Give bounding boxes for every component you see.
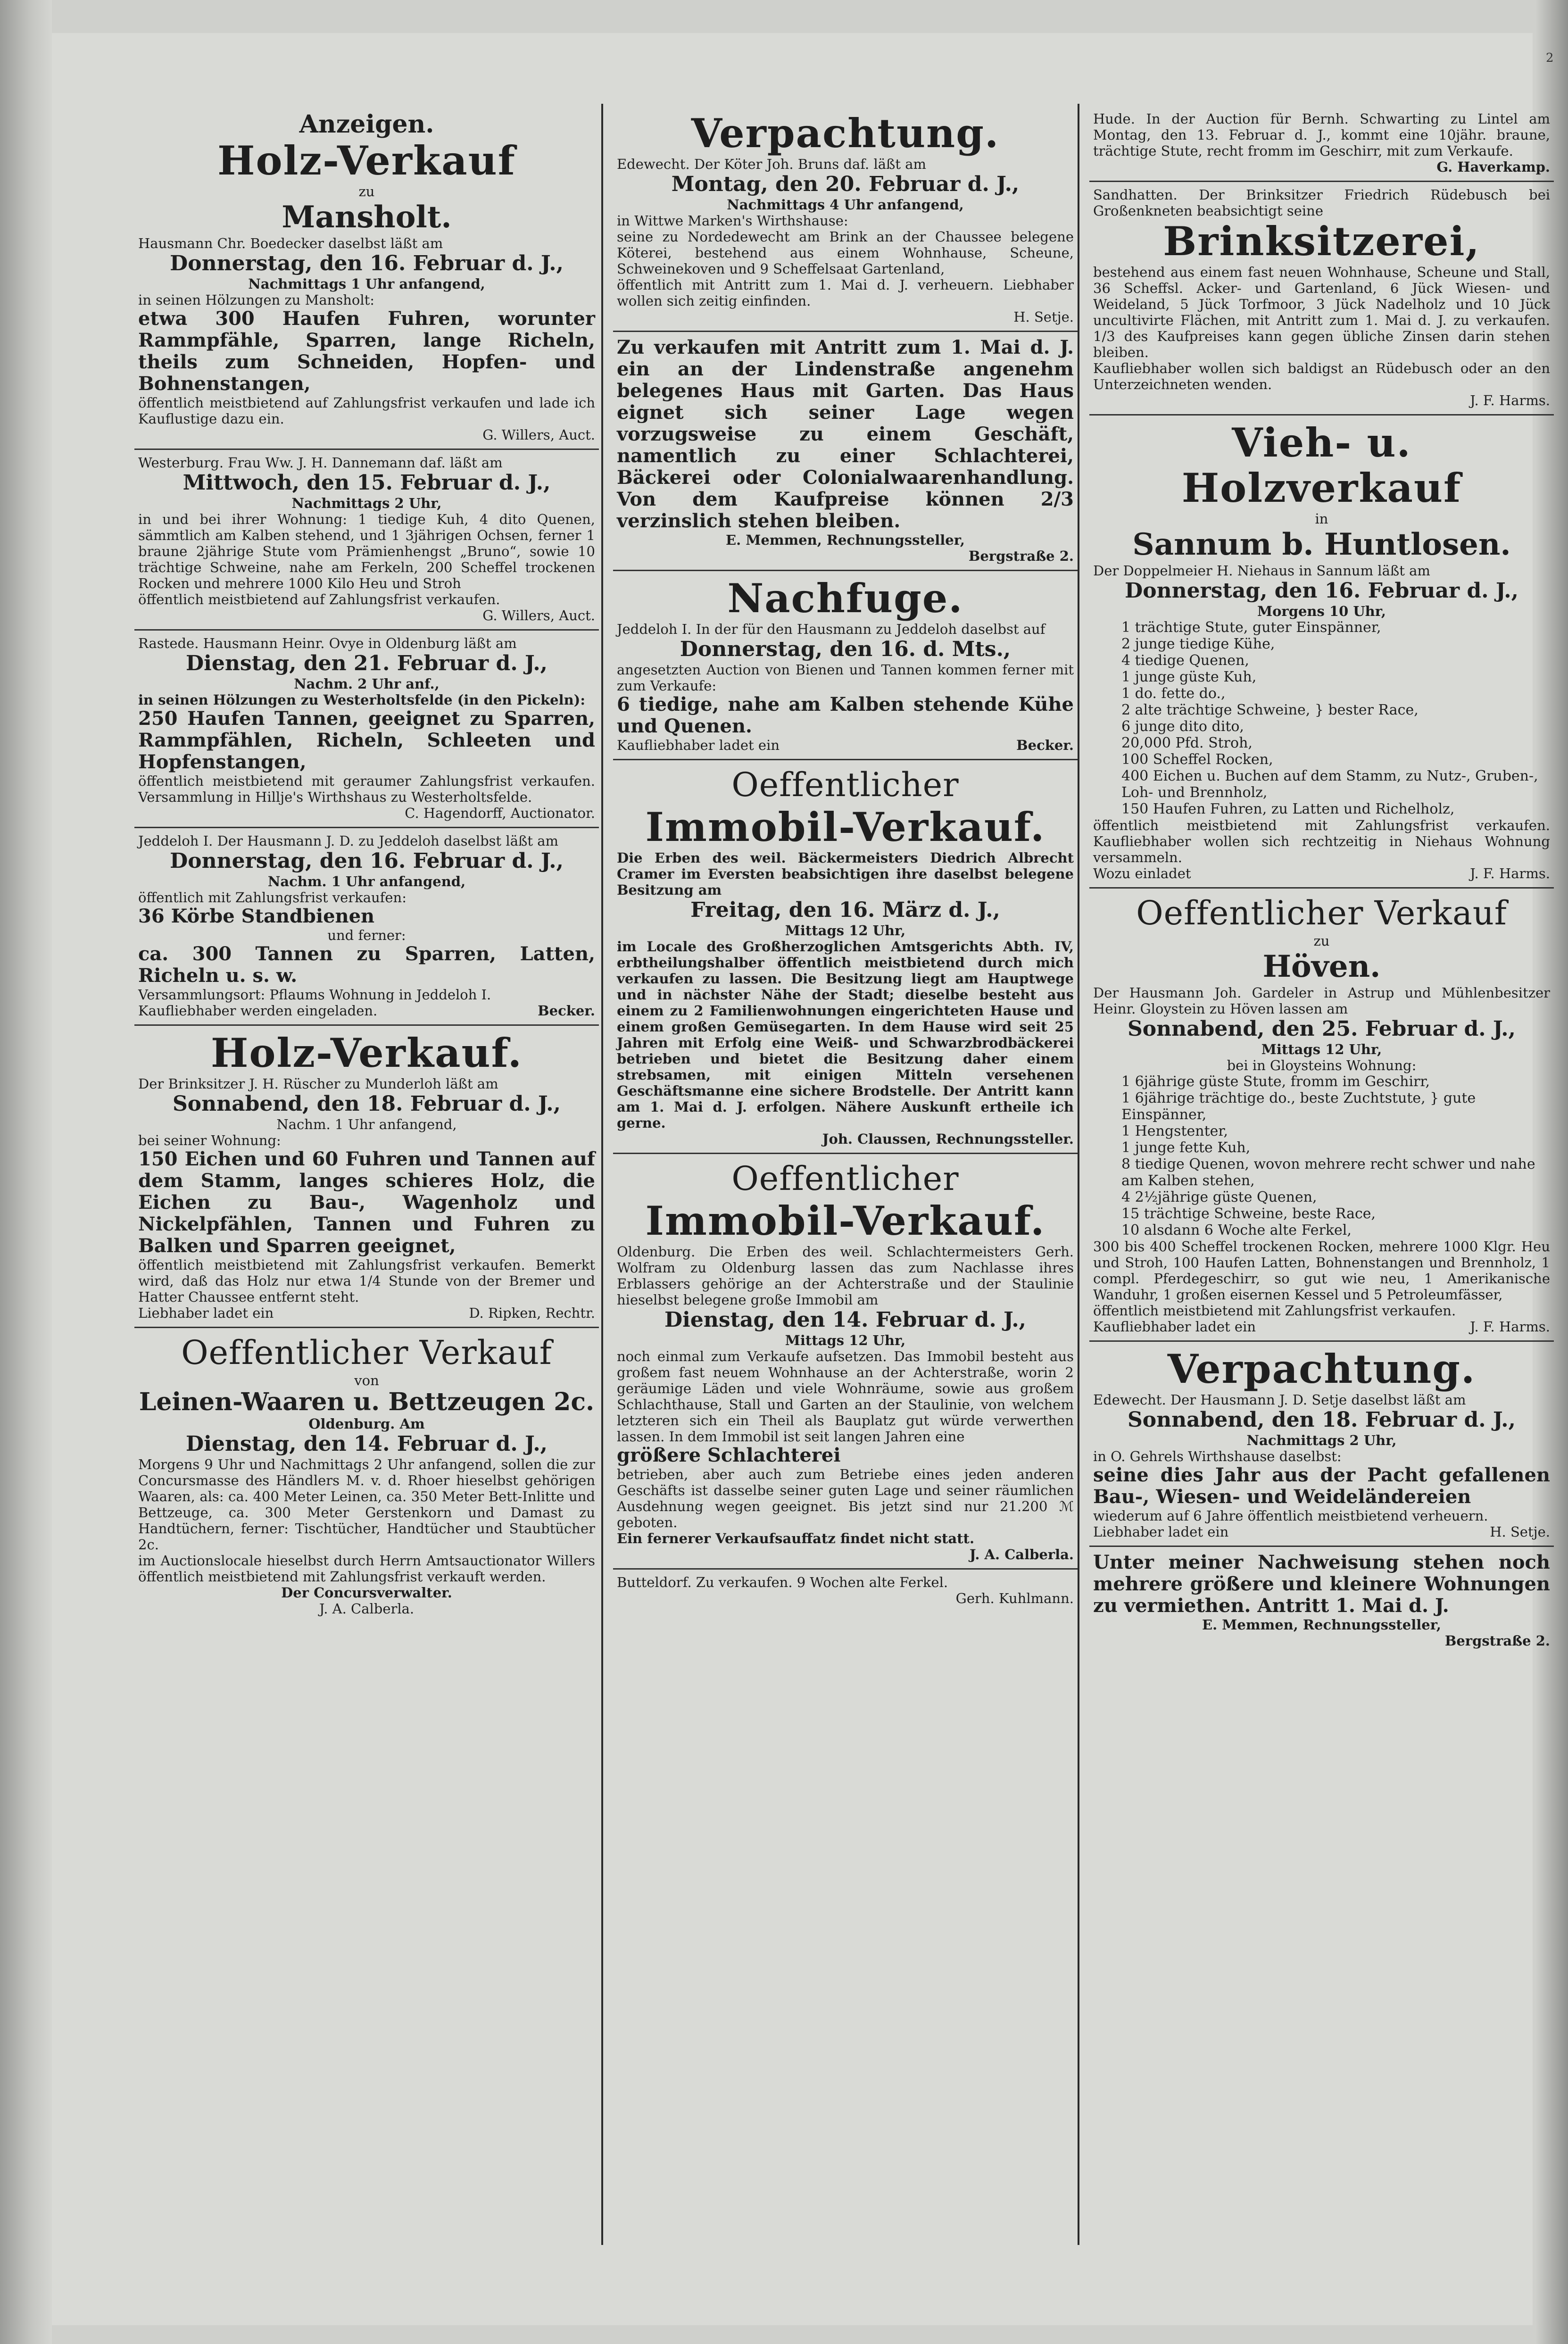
ad-invite: Liebhaber ladet ein (1093, 1524, 1229, 1540)
list-item: 1 do. fette do., (1121, 685, 1226, 702)
ad-text: Der Brinksitzer J. H. Rüscher zu Munderloh läßt am (138, 1076, 498, 1092)
ad-signature: J. F. Harms. (1470, 1319, 1550, 1335)
list-item: 1 trächtige Stute, guter Einspänner, (1121, 619, 1381, 636)
ad-signature: J. F. Harms. (1470, 392, 1550, 408)
list-item: 15 trächtige Schweine, beste Race, (1121, 1205, 1376, 1222)
ad-place: Sannum b. Huntlosen. (1132, 527, 1511, 562)
list-item: 20,000 Pfd. Stroh, (1121, 735, 1253, 751)
ad-text: 300 bis 400 Scheffel trockenen Rocken, mehrere 1000 Klgr. Heu und Stroh, 100 Haufen Latten, Bohnenstangen und Brennholz, 1 compl. Pferdegeschirr, so gut wie neu, 1 Amerikanische Wanduhr, 1 großen eisernen Kessel und 5 Petroleumfässer, (1093, 1238, 1550, 1303)
ad-text: öffentlich meistbietend auf Zahlungsfrist verkaufen. (138, 591, 500, 607)
list-item: 400 Eichen u. Buchen auf dem Stamm, zu Nutz-, Gruben-, Loh- und Brennholz, (1121, 768, 1538, 801)
ad-text: Zu verkaufen mit Antritt zum 1. Mai d. J. ein an der Lindenstraße angenehm belegenes Haus mit Garten. Das Haus eignet sich seiner Lage wegen vorzugsweise zu einem Geschäft, namentlich zu einer Schlachterei, Bäckerei oder Colonialwaarenhandlung. Von dem Kaufpreise können 2/3 verzinslich stehen bleiben. (617, 336, 1074, 532)
ad-invite: Wozu einladet (1093, 865, 1191, 881)
ad-haus-zu-verkaufen (613, 332, 1078, 571)
ad-date: Dienstag, den 14. Februar d. J., (664, 1308, 1026, 1332)
ad-text: Rastede. Hausmann Heinr. Ovye in Oldenburg läßt am (138, 635, 517, 651)
ad-title-line-2: Immobil-Verkauf. (645, 804, 1045, 850)
ad-text: Die Erben des weil. Bäckermeisters Diedrich Albrecht Cramer im Eversten beabsichtigen ihre daselbst belegene Besitzung am (617, 850, 1074, 898)
ad-text: Oldenburg. Am (308, 1416, 425, 1432)
ad-signature: G. Willers, Auct. (482, 427, 595, 443)
list-item: 4 2½jährige güste Quenen, (1121, 1189, 1317, 1205)
ad-invite: Kaufliebhaber werden eingeladen. (138, 1003, 378, 1019)
ad-signature: E. Memmen, Rechnungssteller, (1202, 1617, 1442, 1633)
ad-signature: Der Concursverwalter. (281, 1585, 452, 1601)
ad-time: Nachm. 1 Uhr anfangend, (276, 1116, 457, 1132)
ad-signature: Becker. (538, 1003, 595, 1019)
ad-verpachtung-setje (1089, 1342, 1554, 1547)
ad-text: von (354, 1372, 379, 1388)
ad-text: in seinen Hölzungen zu Westerholtsfelde (in den Pickeln): (138, 692, 586, 708)
ad-time: Mittags 12 Uhr, (785, 1332, 906, 1348)
ad-text: Der Hausmann Joh. Gardeler in Astrup und Mühlenbesitzer Heinr. Gloystein zu Höven lassen am (1093, 985, 1550, 1017)
list-item: 2 junge tiedige Kühe, (1121, 636, 1275, 652)
ad-signature-row (1093, 1319, 1550, 1335)
list-item: 1 junge fette Kuh, (1121, 1139, 1251, 1156)
ad-text: Kaufliebhaber wollen sich baldigst an Rüdebusch oder an den Unterzeichneten wenden. (1093, 360, 1550, 392)
column-2 (613, 106, 1078, 2243)
ad-date: Sonnabend, den 18. Februar d. J., (1128, 1408, 1516, 1432)
ad-immobil-verkauf-eversten (613, 760, 1078, 1154)
ad-text: öffentlich mit Antritt zum 1. Mai d. J. verheuern. Liebhaber wollen sich zeitig einfinden. (617, 277, 1074, 309)
ad-text: betrieben, aber auch zum Betriebe eines jeden anderen Geschäfts ist dasselbe seiner guten Lage und seiner räumlichen Ausdehnung wegen geeignet. Bis jetzt sind nur 21.200 ℳ geboten. (617, 1466, 1074, 1530)
ad-text: seine zu Nordedewecht am Brink an der Chaussee belegene Köterei, bestehend aus einem Wohnhause, Scheune, Schweinekoven und 9 Scheffelsaat Gartenland, (617, 229, 1074, 277)
ad-invite: Kaufliebhaber ladet ein (1093, 1319, 1256, 1335)
ad-text: öffentlich meistbietend mit Zahlungsfrist verkaufen. Kaufliebhaber wollen sich rechtzeitig in Niehaus Wohnung versammeln. (1093, 817, 1550, 865)
ad-time: Nachmittags 4 Uhr anfangend, (727, 197, 964, 213)
ad-date: Donnerstag, den 16. Februar d. J., (170, 849, 564, 873)
ad-hude (1089, 106, 1554, 182)
ad-text: Hausmann Chr. Boedecker daselbst läßt am (138, 235, 443, 251)
column-rule (601, 104, 603, 2245)
ad-text: Sandhatten. Der Brinksitzer Friedrich Rüdebusch bei Großenkneten beabsichtigt seine (1093, 187, 1550, 219)
binding-gutter (0, 0, 52, 2344)
ad-text: zu (358, 183, 375, 199)
ad-text: Versammlungsort: Pflaums Wohnung in Jeddeloh I. (138, 987, 491, 1003)
ad-text: zu (1313, 933, 1330, 949)
ad-invite: Kaufliebhaber ladet ein (617, 737, 780, 753)
ad-signature-row (1093, 1524, 1550, 1540)
section-heading: Anzeigen. (299, 110, 434, 139)
ad-text: angesetzten Auction von Bienen und Tannen kommen ferner mit zum Verkaufe: (617, 662, 1074, 694)
ad-title: Oeffentlicher Verkauf (181, 1333, 552, 1372)
ad-date: Sonnabend, den 18. Februar d. J., (173, 1092, 561, 1116)
list-item: 2 alte trächtige Schweine, } bester Race, (1121, 702, 1419, 718)
ad-signature-row (1093, 865, 1550, 881)
item-list (1093, 1073, 1550, 1238)
ad-text: öffentlich meistbietend auf Zahlungsfrist verkaufen und lade ich Kauflustige dazu ein. (138, 395, 595, 427)
ad-time: Mittags 12 Uhr, (785, 923, 906, 939)
list-item: 4 tiedige Quenen, (1121, 652, 1249, 669)
ad-item: 6 tiedige, nahe am Kalben stehende Kühe und Quenen. (617, 693, 1074, 737)
ad-signature: Gerh. Kuhlmann. (955, 1590, 1074, 1606)
ad-text: Edewecht. Der Hausmann J. D. Setje daselbst läßt am (1093, 1392, 1466, 1408)
ad-immobil-verkauf-oldenburg (613, 1154, 1078, 1570)
ad-nachfuge (613, 571, 1078, 760)
ad-signature: E. Memmen, Rechnungssteller, (725, 532, 965, 548)
ad-text: Butteldorf. Zu verkaufen. 9 Wochen alte Ferkel. (617, 1574, 948, 1590)
ad-signature: Joh. Claussen, Rechnungssteller. (822, 1131, 1074, 1147)
ad-title-line-2: Immobil-Verkauf. (645, 1197, 1045, 1244)
ad-text: öffentlich mit Zahlungsfrist verkaufen: (138, 889, 407, 906)
list-item: 1 6jährige güste Stute, fromm im Geschirr, (1121, 1073, 1430, 1090)
column-1 (134, 106, 599, 2243)
ad-subtitle: Leinen-Waaren u. Bettzeugen 2c. (139, 1388, 595, 1416)
ad-text: Hude. In der Auction für Bernh. Schwarting zu Lintel am Montag, den 13. Februar d. J., kommt eine 10jähr. braune, trächtige Stute, recht fromm im Geschirr, mit zum Verkaufe. (1093, 111, 1550, 159)
ad-verpachtung-edewecht (613, 106, 1078, 332)
ad-title: Verpachtung. (1167, 1346, 1476, 1392)
ad-text: bestehend aus einem fast neuen Wohnhause, Scheune und Stall, 36 Scheffsl. Acker- und Gartenland, 6 Jück Wiesen- und Weideland, 5 Jück Torfmoor, 3 Jück Nadelholz und 10 Jück uncultivirte Flächen, mit Antritt zum 1. Mai d. J. zu verkaufen. 1/3 des Kaufpreises kann gegen übliche Zinsen darin stehen bleiben. (1093, 264, 1550, 360)
ad-title: Verpachtung. (691, 110, 1000, 157)
ad-text: in seinen Hölzungen zu Mansholt: (138, 292, 375, 308)
ad-text: im Auctionslocale hieselbst durch Herrn Amtsauctionator Willers öffentlich meistbietend mit Zahlungsfrist verkauft werden. (138, 1553, 595, 1585)
ad-date: Freitag, den 16. März d. J., (690, 898, 1000, 922)
ad-item: 150 Eichen und 60 Fuhren und Tannen auf dem Stamm, langes schieres Holz, die Eichen zu Bau-, Wagenholz und Nickelpfählen, Tannen und Fuhren zu Balken und Sparren geeignet, (138, 1148, 595, 1257)
ad-text: öffentlich meistbietend mit Zahlungsfrist verkaufen. (1093, 1303, 1456, 1319)
ad-holz-verkauf-mansholt (134, 106, 599, 450)
ad-text: öffentlich meistbietend mit geraumer Zahlungsfrist verkaufen. Versammlung in Hillje's Wirthshaus zu Westerholtsfelde. (138, 773, 595, 805)
ad-text: Jeddeloh I. In der für den Hausmann zu Jeddeloh daselbst auf (617, 621, 1045, 637)
list-item: 1 6jährige trächtige do., beste Zuchtstute, } gute Einspänner, (1121, 1090, 1476, 1123)
list-item: 8 tiedige Quenen, wovon mehrere recht schwer und nahe am Kalben stehen, (1121, 1156, 1535, 1189)
ad-text: und ferner: (327, 927, 406, 943)
ad-title-line-1: Oeffentlicher (731, 765, 959, 804)
ad-signature: J. A. Calberla. (969, 1546, 1074, 1563)
ad-vieh-holzverkauf (1089, 416, 1554, 889)
ad-title: Nachfuge. (727, 575, 963, 622)
ad-brinksitzerei (1089, 182, 1554, 416)
list-item: 6 junge dito dito, (1121, 718, 1244, 735)
ad-text: Edewecht. Der Köter Joh. Bruns daf. läßt am (617, 156, 927, 172)
ad-date: Mittwoch, den 15. Februar d. J., (183, 471, 551, 495)
ad-item: 250 Haufen Tannen, geeignet zu Sparren, Rammpfählen, Richeln, Schleeten und Hopfenstangen, (138, 707, 595, 773)
ad-date: Dienstag, den 14. Februar d. J., (185, 1432, 548, 1456)
ad-oeffentlicher-verkauf-leinen (134, 1328, 599, 1622)
ad-text: Der Doppelmeier H. Niehaus in Sannum läßt am (1093, 563, 1430, 579)
ad-text: Morgens 9 Uhr und Nachmittags 2 Uhr anfangend, sollen die zur Concursmasse des Händlers M. v. d. Rhoer hieselbst gehörigen Waaren, als: ca. 400 Meter Leinen, ca. 350 Meter Bett-Inlitte und Bettzeuge, ca. 300 Meter Gerstenkorn und Damast zu Handtüchern, ferner: Tischtücher, Handtücher und Staubtücher 2c. (138, 1456, 595, 1553)
list-item: 1 Hengstenter, (1121, 1123, 1228, 1139)
list-item: 100 Scheffel Rocken, (1121, 751, 1273, 768)
column-rule (1078, 104, 1079, 2245)
list-item: 10 alsdann 6 Woche alte Ferkel, (1121, 1222, 1352, 1238)
ad-date: Donnerstag, den 16. Februar d. J., (170, 251, 564, 275)
ad-title-line-1: Oeffentlicher (731, 1159, 959, 1198)
ad-place: Mansholt. (282, 199, 452, 235)
ad-signature: G. Willers, Auct. (482, 607, 595, 623)
ad-address: Bergstraße 2. (1444, 1633, 1550, 1649)
ad-address: Bergstraße 2. (968, 548, 1074, 564)
ad-time: Nachm. 2 Uhr anf., (294, 676, 440, 692)
ad-signature-row (617, 737, 1074, 753)
edge-mark: 2 (1546, 51, 1554, 65)
ad-time: Mittags 12 Uhr, (1261, 1041, 1382, 1057)
ad-text: im Locale des Großherzoglichen Amtsgerichts Abth. IV, erbtheilungshalber öffentlich meistbietend durch mich verkaufen zu lassen. Die Besitzung liegt am Hauptwege und in nächster Nähe der Stadt; dieselbe besteht aus einem zu 2 Familienwohnungen eingerichteten Hause und einem großen Gemüsegarten. In dem Hause wird seit 25 Jahren mit Erfolg eine Weiß- und Schwarzbrodbäckerei betrieben und bietet die Besitzung daher einem strebsamen, mit einigen Mitteln versehenen Geschäftsmanne eine sichere Brodstelle. Der Antritt kann am 1. Mai d. J. erfolgen. Nähere Auskunft ertheile ich gerne. (617, 939, 1074, 1131)
column-3 (1089, 106, 1554, 2243)
ad-item: ca. 300 Tannen zu Sparren, Latten, Richeln u. s. w. (138, 943, 595, 987)
ad-date: Montag, den 20. Februar d. J., (671, 172, 1020, 196)
ad-westerburg (134, 450, 599, 631)
ad-time: Morgens 10 Uhr, (1257, 603, 1386, 619)
ad-title: Holz-Verkauf (217, 137, 516, 184)
ad-item: größere Schlachterei (617, 1444, 841, 1466)
ad-title: Holz-Verkauf. (210, 1030, 523, 1076)
ad-invite: Liebhaber ladet ein (138, 1305, 274, 1321)
ad-text: bei seiner Wohnung: (138, 1132, 281, 1148)
ad-item: 36 Körbe Standbienen (138, 905, 375, 927)
ad-text: in (1315, 511, 1328, 527)
ad-signature-row (138, 1305, 595, 1321)
ad-text: Jeddeloh I. Der Hausmann J. D. zu Jeddeloh daselbst läßt am (138, 833, 559, 849)
ad-place: Höven. (1262, 949, 1381, 984)
ad-time: Nachm. 1 Uhr anfangend, (267, 873, 466, 889)
ad-oeffentlicher-verkauf-hoeven (1089, 889, 1554, 1342)
list-item: 150 Haufen Fuhren, zu Latten und Richelholz, (1121, 801, 1455, 817)
ad-text: Westerburg. Frau Ww. J. H. Dannemann daf. läßt am (138, 455, 503, 471)
ad-butteldorf (613, 1570, 1078, 1612)
ad-wohnungen (1089, 1547, 1554, 1654)
ad-rastede (134, 631, 599, 828)
ad-signature: H. Setje. (1013, 309, 1074, 325)
ad-time: Nachmittags 2 Uhr, (291, 495, 442, 511)
ad-text: Ein fernerer Verkaufsauffatz findet nicht statt. (617, 1530, 975, 1546)
ad-signature: Becker. (1016, 737, 1074, 753)
ad-title: Oeffentlicher Verkauf (1136, 894, 1507, 932)
ad-title: Brinksitzerei, (1163, 218, 1480, 265)
ad-item: seine dies Jahr aus der Pacht gefallenen Bau-, Wiesen- und Weideländereien (1093, 1464, 1550, 1508)
ad-time: Nachmittags 1 Uhr anfangend, (248, 276, 485, 292)
ad-date: Donnerstag, den 16. Februar d. J., (1125, 579, 1518, 603)
ad-time: Nachmittags 2 Uhr, (1246, 1432, 1397, 1448)
ad-holz-verkauf-munderloh (134, 1026, 599, 1328)
ad-signature-row (138, 1003, 595, 1019)
ad-item: etwa 300 Haufen Fuhren, worunter Rammpfähle, Sparren, lange Richeln, theils zum Schneiden, Hopfen- und Bohnenstangen, (138, 308, 595, 395)
ad-signature: D. Ripken, Rechtr. (469, 1305, 595, 1321)
ad-signature: H. Setje. (1490, 1524, 1550, 1540)
ad-text: bei in Gloysteins Wohnung: (1227, 1057, 1417, 1073)
item-list (1093, 619, 1550, 817)
ad-text: in O. Gehrels Wirthshause daselbst: (1093, 1448, 1342, 1464)
ad-date: Dienstag, den 21. Februar d. J., (185, 651, 548, 675)
ad-text: öffentlich meistbietend mit Zahlungsfrist verkaufen. Bemerkt wird, daß das Holz nur etwa 1/4 Stunde von der Bremer und Hatter Chaussee entfernt steht. (138, 1257, 595, 1305)
ad-jeddeloh (134, 828, 599, 1026)
ad-text: noch einmal zum Verkaufe aufsetzen. Das Immobil besteht aus großem fast neuem Wohnhause an der Achterstraße, worin 2 geräumige Läden und viele Wohnräume, sowie aus großem Schlachthause, Stall und Garten an der Staulinie, von welchem letzteren sich ein Theil als Bauplatz gut würde verwerthen lassen. In dem Immobil ist seit langen Jahren eine (617, 1348, 1074, 1445)
ad-title: Vieh- u. Holzverkauf (1181, 419, 1462, 511)
ad-text: wiederum auf 6 Jahre öffentlich meistbietend verheuern. (1093, 1508, 1488, 1524)
ad-text: in und bei ihrer Wohnung: 1 tiedige Kuh, 4 dito Quenen, sämmtlich am Kalben stehend, und 1 3jährigen Ochsen, ferner 1 braune 2jährige Stute vom Prämienhengst „Bruno“, sowie 10 trächtige Schweine, nahe am Ferkeln, 200 Scheffel trockenen Rocken und mehrere 1000 Kilo Heu und Stroh (138, 511, 595, 591)
ad-date: Donnerstag, den 16. d. Mts., (680, 637, 1011, 661)
ad-text: Oldenburg. Die Erben des weil. Schlachtermeisters Gerh. Wolfram zu Oldenburg lassen das zum Nachlasse ihres Erblassers gehörige an der Achterstraße und der Staulinie hieselbst belegene große Immobil am (617, 1244, 1074, 1308)
ad-text: in Wittwe Marken's Wirthshause: (617, 213, 848, 229)
list-item: 1 junge güste Kuh, (1121, 669, 1257, 685)
ad-signature: G. Haverkamp. (1436, 159, 1550, 175)
ad-date: Sonnabend, den 25. Februar d. J., (1128, 1017, 1516, 1041)
ad-signature: J. A. Calberla. (319, 1601, 415, 1617)
ad-text: Unter meiner Nachweisung stehen noch mehrere größere und kleinere Wohnungen zu vermiethen. Antritt 1. Mai d. J. (1093, 1551, 1550, 1617)
ad-signature: C. Hagendorff, Auctionator. (405, 805, 595, 821)
ad-signature: J. F. Harms. (1470, 865, 1550, 881)
